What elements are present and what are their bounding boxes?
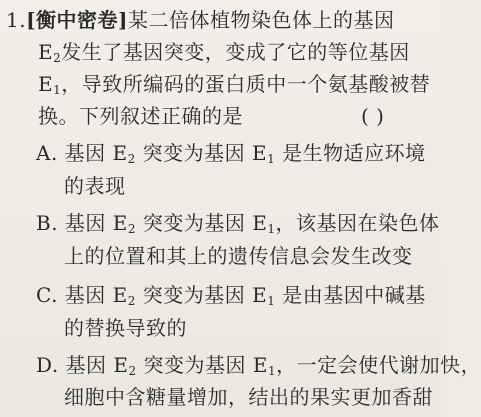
option-c-line-2: 的替换导致的: [64, 316, 187, 340]
option-d-line-2: 细胞中含糖量增加，结出的果实更加香甜: [64, 385, 433, 409]
option-b-line-1: B. 基因 $E_2$ 突变为基因 $E_1$，该基因在染色体: [36, 211, 440, 236]
answer-blank: ( ): [361, 104, 385, 128]
option-a-line-2: 的表现: [64, 174, 126, 198]
option-c-line-1: C. 基因 $E_2$ 突变为基因 $E_1$ 是由基因中碱基: [36, 283, 426, 308]
stem-line-2: $E_2$发生了基因突变，变成了它的等位基因: [38, 40, 410, 65]
source-tag: [衡中密卷]: [26, 8, 129, 32]
option-d-line-1: D. 基因 $E_2$ 突变为基因 $E_1$，一定会使代谢加快，: [36, 353, 481, 378]
stem-line-3: $E_1$，导致所编码的蛋白质中一个氨基酸被替: [38, 72, 431, 97]
question-number: 1.: [6, 8, 27, 32]
stem-text-1: 某二倍体植物染色体上的基因: [128, 8, 395, 32]
option-b-line-2: 上的位置和其上的遗传信息会发生改变: [64, 244, 413, 268]
stem-line-4: 换。下列叙述正确的是 ( ): [38, 104, 385, 128]
stem-line-1: [6, 8, 441, 32]
option-a-line-1: A. 基因 $E_2$ 突变为基因 $E_1$ 是生物适应环境: [36, 141, 426, 166]
